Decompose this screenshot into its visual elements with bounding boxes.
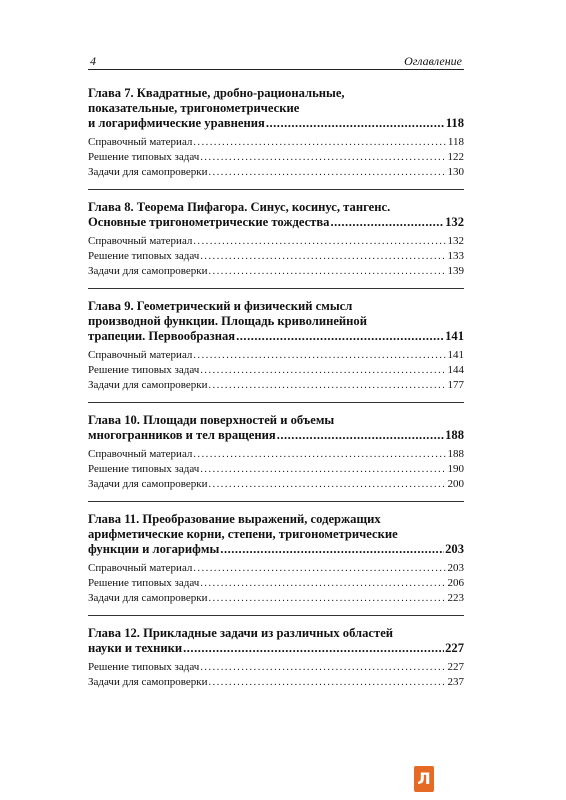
- chapter-page-number: 118: [445, 116, 464, 130]
- dot-leader: [209, 264, 447, 279]
- publisher-logo-icon: [414, 766, 434, 792]
- chapter-title-last-line: многогранников и тел вращения: [88, 428, 276, 442]
- section-label: Справочный материал: [88, 136, 193, 148]
- table-of-contents: [88, 86, 464, 710]
- dot-leader: [200, 576, 446, 591]
- dot-leader: [193, 447, 446, 462]
- section-entry-link[interactable]: [88, 675, 464, 690]
- chapter-entry-link[interactable]: [88, 329, 464, 344]
- chapter-block: [88, 86, 464, 190]
- section-page-number: 237: [447, 676, 464, 688]
- chapter-title-last-line: трапеции. Первообразная: [88, 329, 236, 343]
- section-entry-link[interactable]: [88, 363, 464, 378]
- section-entry-link[interactable]: [88, 264, 464, 279]
- chapter-title: [88, 86, 464, 131]
- section-entry-link[interactable]: [88, 249, 464, 264]
- dot-leader: [200, 249, 446, 264]
- section-label: Задачи для самопроверки: [88, 676, 208, 688]
- section-label: Задачи для самопроверки: [88, 478, 208, 490]
- chapter-block: [88, 512, 464, 616]
- dot-leader: [193, 234, 446, 249]
- section-page-number: 118: [447, 136, 464, 148]
- chapter-title-last-line: и логарифмические уравнения: [88, 116, 265, 130]
- chapter-title-line: Глава 11. Преобразование выражений, содержащих: [88, 512, 381, 526]
- section-entry-link[interactable]: [88, 576, 464, 591]
- section-entry-link[interactable]: [88, 150, 464, 165]
- chapter-page-number: 141: [445, 329, 464, 343]
- dot-leader: [236, 329, 444, 344]
- header-title: Оглавление: [404, 54, 462, 68]
- dot-leader: [209, 591, 447, 606]
- dot-leader: [209, 477, 447, 492]
- section-page-number: 206: [447, 577, 464, 589]
- dot-leader: [209, 378, 447, 393]
- chapter-page-number: 188: [445, 428, 464, 442]
- chapter-title-line: Глава 7. Квадратные, дробно-рациональные,: [88, 86, 345, 100]
- section-label: Решение типовых задач: [88, 364, 200, 376]
- section-page-number: 177: [447, 379, 464, 391]
- chapter-page-number: 203: [445, 542, 464, 556]
- chapter-title: [88, 200, 464, 230]
- chapter-title: [88, 512, 464, 557]
- chapter-title: [88, 413, 464, 443]
- dot-leader: [193, 561, 446, 576]
- dot-leader: [200, 660, 446, 675]
- chapter-title-line: Глава 9. Геометрический и физический смысл: [88, 299, 353, 313]
- section-label: Решение типовых задач: [88, 661, 200, 673]
- chapter-title-last-line: функции и логарифмы: [88, 542, 220, 556]
- section-page-number: 227: [447, 661, 464, 673]
- section-entry-link[interactable]: [88, 378, 464, 393]
- chapter-entry-link[interactable]: [88, 116, 464, 131]
- chapter-title-last-line: науки и техники: [88, 641, 183, 655]
- section-label: Справочный материал: [88, 349, 193, 361]
- section-entry-link[interactable]: [88, 462, 464, 477]
- dot-leader: [200, 150, 446, 165]
- chapter-title-line: производной функции. Площадь криволинейной: [88, 314, 367, 328]
- section-page-number: 144: [447, 364, 464, 376]
- chapter-title-line: арифметические корни, степени, тригонометрические: [88, 527, 398, 541]
- chapter-title-line: Глава 8. Теорема Пифагора. Синус, косинус, тангенс.: [88, 200, 391, 214]
- section-label: Справочный материал: [88, 235, 193, 247]
- dot-leader: [209, 165, 447, 180]
- dot-leader: [200, 363, 446, 378]
- section-entry-link[interactable]: [88, 348, 464, 363]
- dot-leader: [209, 675, 447, 690]
- running-header: [88, 48, 464, 70]
- section-page-number: 139: [447, 265, 464, 277]
- section-label: Справочный материал: [88, 448, 193, 460]
- chapter-block: [88, 200, 464, 289]
- section-page-number: 190: [447, 463, 464, 475]
- section-page-number: 203: [447, 562, 464, 574]
- section-page-number: 132: [447, 235, 464, 247]
- chapter-title-line: Глава 10. Площади поверхностей и объемы: [88, 413, 335, 427]
- chapter-title: [88, 299, 464, 344]
- dot-leader: [193, 135, 446, 150]
- chapter-entry-link[interactable]: [88, 542, 464, 557]
- section-label: Задачи для самопроверки: [88, 265, 208, 277]
- section-page-number: 200: [447, 478, 464, 490]
- chapter-block: [88, 626, 464, 700]
- dot-leader: [330, 215, 444, 230]
- dot-leader: [220, 542, 444, 557]
- section-entry-link[interactable]: [88, 135, 464, 150]
- section-label: Решение типовых задач: [88, 250, 200, 262]
- section-entry-link[interactable]: [88, 234, 464, 249]
- chapter-block: [88, 299, 464, 403]
- section-page-number: 122: [447, 151, 464, 163]
- chapter-entry-link[interactable]: [88, 641, 464, 656]
- dot-leader: [277, 428, 444, 443]
- section-entry-link[interactable]: [88, 591, 464, 606]
- section-page-number: 223: [447, 592, 464, 604]
- chapter-entry-link[interactable]: [88, 215, 464, 230]
- chapter-page-number: 132: [445, 215, 464, 229]
- chapter-title-line: Глава 12. Прикладные задачи из различных областей: [88, 626, 394, 640]
- section-label: Справочный материал: [88, 562, 193, 574]
- section-label: Задачи для самопроверки: [88, 166, 208, 178]
- chapter-page-number: 227: [445, 641, 464, 655]
- dot-leader: [200, 462, 446, 477]
- dot-leader: [183, 641, 444, 656]
- section-entry-link[interactable]: [88, 447, 464, 462]
- section-label: Решение типовых задач: [88, 577, 200, 589]
- logo-letter: Л: [417, 769, 431, 788]
- dot-leader: [193, 348, 446, 363]
- section-entry-link[interactable]: [88, 660, 464, 675]
- section-entry-link[interactable]: [88, 477, 464, 492]
- chapter-block: [88, 413, 464, 502]
- section-label: Решение типовых задач: [88, 463, 200, 475]
- section-entry-link[interactable]: [88, 165, 464, 180]
- dot-leader: [266, 116, 445, 131]
- section-page-number: 130: [447, 166, 464, 178]
- header-rule: [88, 69, 464, 70]
- chapter-title-last-line: Основные тригонометрические тождества: [88, 215, 330, 229]
- section-page-number: 141: [447, 349, 464, 361]
- section-page-number: 133: [447, 250, 464, 262]
- section-label: Задачи для самопроверки: [88, 592, 208, 604]
- section-entry-link[interactable]: [88, 561, 464, 576]
- section-label: Задачи для самопроверки: [88, 379, 208, 391]
- section-page-number: 188: [447, 448, 464, 460]
- page-number: 4: [90, 54, 96, 68]
- chapter-title: [88, 626, 464, 656]
- chapter-title-line: показательные, тригонометрические: [88, 101, 300, 115]
- section-label: Решение типовых задач: [88, 151, 200, 163]
- chapter-entry-link[interactable]: [88, 428, 464, 443]
